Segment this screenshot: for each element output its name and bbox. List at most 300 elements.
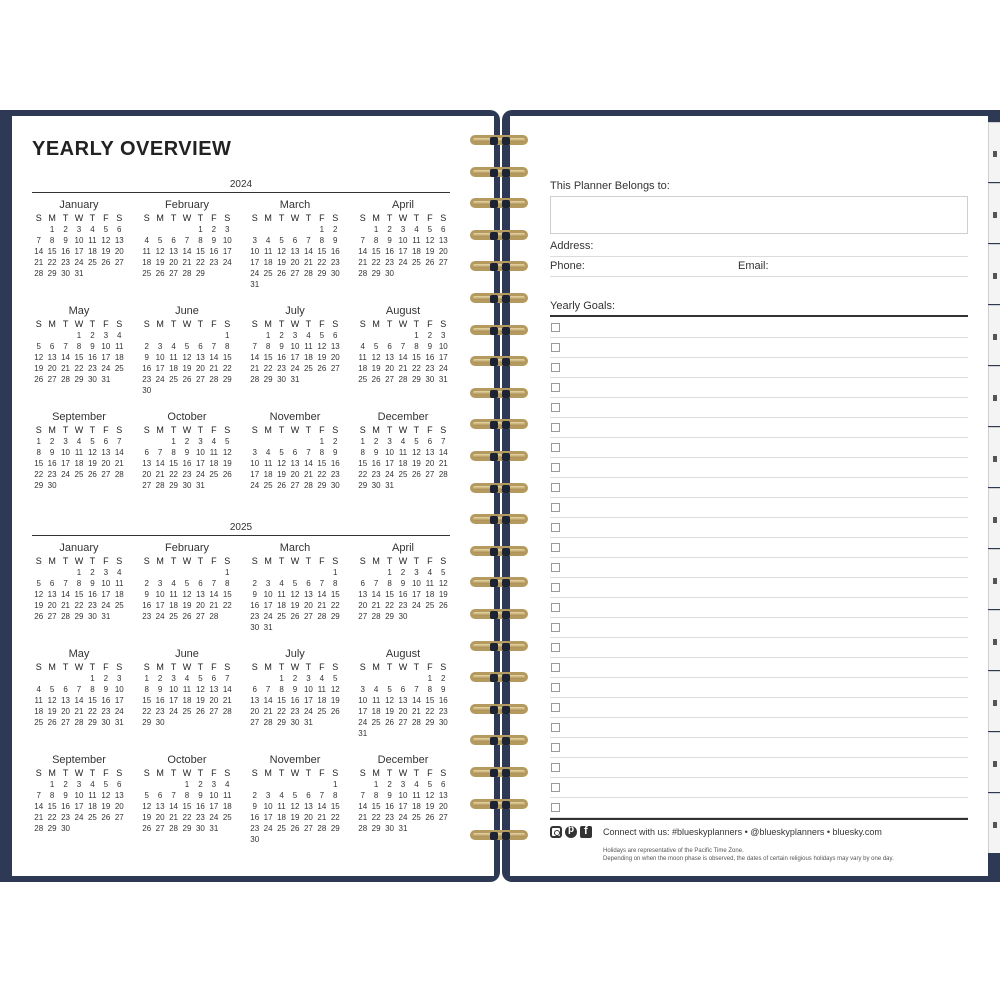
day-number: 17 [303, 696, 313, 705]
day-number: 9 [63, 236, 68, 245]
day-number [288, 279, 301, 290]
day-number: 17 [61, 459, 71, 468]
goal-checkbox[interactable] [551, 583, 560, 592]
weekday-letter: T [413, 662, 420, 672]
day-number: 24 [155, 375, 165, 384]
day-number: 22 [425, 707, 435, 716]
owner-name-field[interactable] [550, 196, 968, 234]
month-tab[interactable] [988, 183, 1000, 243]
day-number [248, 567, 261, 578]
day-number [153, 779, 166, 790]
day-number: 16 [155, 696, 165, 705]
day-number [396, 330, 409, 341]
weekday-header [356, 767, 450, 779]
day-number [423, 823, 436, 834]
day-number: 12 [385, 696, 395, 705]
day-number [396, 728, 409, 739]
day-number: 11 [412, 236, 421, 245]
day-number [32, 567, 45, 578]
month-name: March [279, 199, 311, 211]
day-number [275, 779, 288, 790]
day-number: 30 [195, 824, 205, 833]
day-number [167, 567, 180, 578]
month-calendar [248, 303, 342, 403]
goal-checkbox[interactable] [551, 803, 560, 812]
day-number: 10 [303, 685, 313, 694]
day-number: 30 [101, 718, 111, 727]
goal-row[interactable] [550, 318, 968, 338]
day-number: 14 [169, 802, 179, 811]
goal-checkbox[interactable] [551, 523, 560, 532]
day-number: 6 [117, 780, 122, 789]
day-number: 14 [398, 353, 408, 362]
weekday-letter: W [182, 425, 192, 435]
weekday-letter: T [386, 425, 393, 435]
goal-checkbox[interactable] [551, 503, 560, 512]
day-number: 9 [441, 685, 446, 694]
day-number [72, 823, 85, 834]
month-name: December [377, 754, 429, 766]
day-number [221, 480, 234, 491]
day-number: 24 [222, 258, 232, 267]
goal-checkbox[interactable] [551, 783, 560, 792]
day-number: 19 [385, 707, 395, 716]
day-number [167, 779, 180, 790]
goal-row[interactable] [550, 338, 968, 358]
day-number: 13 [195, 590, 205, 599]
day-number: 8 [49, 236, 55, 245]
day-number [275, 567, 288, 578]
week-row [140, 469, 234, 480]
weekday-letter: T [278, 319, 285, 329]
day-number: 11 [304, 342, 313, 351]
day-number: 13 [47, 353, 57, 362]
day-number: 12 [277, 247, 287, 256]
goal-row[interactable] [550, 618, 968, 638]
weekday-letter: F [427, 319, 433, 329]
day-number [261, 567, 274, 578]
day-number: 25 [87, 813, 97, 822]
day-number: 27 [114, 258, 124, 267]
day-number: 31 [303, 718, 313, 727]
weekday-letter: S [332, 319, 339, 329]
address-line[interactable] [550, 256, 968, 257]
day-number [329, 622, 342, 633]
month-name: June [175, 648, 199, 660]
week-row [32, 268, 126, 279]
day-number: 25 [74, 470, 84, 479]
week-row [140, 363, 234, 374]
day-number: 7 [441, 437, 446, 446]
day-number [194, 330, 207, 341]
week-row [248, 834, 342, 845]
day-number: 20 [114, 247, 124, 256]
weekday-letter: M [156, 768, 164, 778]
month-tab[interactable] [988, 366, 1000, 426]
week-row [356, 779, 450, 790]
day-number [261, 834, 274, 845]
week-row [248, 279, 342, 290]
week-row [248, 341, 342, 352]
day-number [113, 374, 126, 385]
day-number [153, 436, 166, 447]
day-number: 29 [169, 481, 179, 490]
weekday-letter: F [427, 768, 433, 778]
day-number: 24 [385, 470, 395, 479]
day-number: 14 [317, 590, 327, 599]
day-number: 28 [114, 470, 124, 479]
day-number: 17 [114, 696, 124, 705]
day-number: 29 [34, 481, 44, 490]
month-tab[interactable] [988, 671, 1000, 731]
day-number: 6 [144, 448, 149, 457]
day-number: 2 [144, 342, 149, 351]
day-number: 11 [277, 802, 286, 811]
day-number: 30 [182, 481, 192, 490]
weekday-letter: W [290, 556, 300, 566]
day-number: 20 [358, 601, 368, 610]
day-number: 19 [87, 459, 97, 468]
month-calendar [32, 646, 126, 746]
day-number: 24 [263, 824, 273, 833]
goal-checkbox[interactable] [551, 463, 560, 472]
weekday-letter: S [359, 213, 366, 223]
weekday-header [140, 212, 234, 224]
day-number: 25 [303, 364, 313, 373]
day-number [261, 436, 274, 447]
weekday-letter: S [35, 768, 42, 778]
day-number: 23 [250, 612, 260, 621]
week-row [248, 622, 342, 633]
day-number: 27 [250, 718, 260, 727]
weekday-header [356, 212, 450, 224]
day-number: 26 [425, 813, 435, 822]
month-tab[interactable] [988, 732, 1000, 792]
day-number: 10 [114, 685, 124, 694]
goal-row[interactable] [550, 558, 968, 578]
instagram-icon [550, 826, 562, 838]
goal-checkbox[interactable] [551, 363, 560, 372]
day-number: 19 [34, 364, 44, 373]
day-number: 6 [63, 685, 68, 694]
day-number: 30 [87, 375, 97, 384]
day-number: 12 [101, 791, 111, 800]
week-row [140, 717, 234, 728]
day-number: 8 [225, 579, 230, 588]
day-number: 5 [387, 685, 392, 694]
day-number: 16 [250, 813, 260, 822]
goal-checkbox[interactable] [551, 743, 560, 752]
weekday-header [32, 424, 126, 436]
goal-checkbox[interactable] [551, 443, 560, 452]
day-number [180, 567, 193, 578]
weekday-letter: T [197, 213, 204, 223]
goal-checkbox[interactable] [551, 643, 560, 652]
day-number: 20 [250, 707, 260, 716]
day-number: 21 [263, 707, 273, 716]
month-tab[interactable] [988, 244, 1000, 304]
goal-checkbox[interactable] [551, 603, 560, 612]
goal-row[interactable] [550, 518, 968, 538]
day-number: 9 [292, 685, 298, 694]
weekday-letter: S [332, 213, 339, 223]
goal-checkbox[interactable] [551, 423, 560, 432]
week-row [356, 812, 450, 823]
weekday-letter: M [264, 768, 272, 778]
month-tab[interactable] [988, 122, 1000, 182]
day-number [275, 834, 288, 845]
month-tab[interactable] [988, 488, 1000, 548]
week-row [248, 257, 342, 268]
day-number: 30 [290, 718, 300, 727]
goal-checkbox[interactable] [551, 343, 560, 352]
weekday-letter: F [211, 425, 217, 435]
day-number: 24 [398, 813, 408, 822]
goal-row[interactable] [550, 498, 968, 518]
goal-row[interactable] [550, 758, 968, 778]
day-number: 2 [211, 225, 217, 234]
day-number [32, 673, 45, 684]
weekday-header [140, 767, 234, 779]
day-number: 15 [411, 353, 421, 362]
weekday-header [248, 212, 342, 224]
day-number: 21 [438, 459, 448, 468]
month-tabs [988, 122, 1000, 862]
day-number: 15 [263, 353, 273, 362]
goal-row[interactable] [550, 538, 968, 558]
day-number: 27 [330, 364, 340, 373]
weekday-letter: T [197, 768, 204, 778]
weekday-header [356, 318, 450, 330]
goal-checkbox[interactable] [551, 383, 560, 392]
goal-checkbox[interactable] [551, 563, 560, 572]
day-number: 11 [317, 685, 326, 694]
day-number [153, 567, 166, 578]
day-number: 10 [263, 590, 273, 599]
day-number: 16 [142, 601, 152, 610]
day-number: 1 [76, 568, 82, 577]
day-number: 4 [279, 791, 284, 800]
day-number: 15 [87, 696, 97, 705]
week-row [32, 695, 126, 706]
goal-row[interactable] [550, 658, 968, 678]
day-number: 24 [74, 258, 84, 267]
day-number: 17 [74, 802, 84, 811]
day-number [167, 385, 180, 396]
month-tab[interactable] [988, 549, 1000, 609]
goal-row[interactable] [550, 718, 968, 738]
day-number: 14 [438, 448, 448, 457]
day-number: 31 [74, 269, 84, 278]
day-number: 6 [198, 342, 203, 351]
weekday-header [248, 767, 342, 779]
day-number: 22 [277, 707, 287, 716]
day-number: 20 [330, 353, 340, 362]
month-tab[interactable] [988, 427, 1000, 487]
day-number: 7 [306, 236, 311, 245]
day-number: 20 [425, 459, 435, 468]
day-number: 10 [101, 342, 111, 351]
day-number: 11 [425, 579, 434, 588]
weekday-letter: W [290, 319, 300, 329]
day-number [261, 673, 274, 684]
day-number: 27 [398, 718, 408, 727]
spiral-coil [468, 197, 532, 211]
day-number: 10 [250, 459, 260, 468]
day-number: 23 [330, 470, 340, 479]
day-number: 7 [157, 448, 163, 457]
day-number: 17 [411, 590, 421, 599]
weekday-letter: T [305, 319, 312, 329]
weekday-letter: M [264, 213, 272, 223]
day-number: 25 [169, 375, 179, 384]
day-number: 26 [438, 601, 448, 610]
day-number: 2 [144, 579, 149, 588]
day-number: 22 [47, 813, 57, 822]
day-number: 28 [34, 824, 44, 833]
day-number: 21 [371, 601, 381, 610]
goal-checkbox[interactable] [551, 543, 560, 552]
day-number: 26 [317, 364, 327, 373]
month-name: December [377, 411, 429, 423]
goal-row[interactable] [550, 378, 968, 398]
weekday-letter: S [332, 425, 339, 435]
goal-checkbox[interactable] [551, 663, 560, 672]
weekday-letter: M [156, 319, 164, 329]
weekday-letter: W [398, 319, 408, 329]
week-row [356, 341, 450, 352]
weekday-letter: S [116, 213, 123, 223]
goal-row[interactable] [550, 478, 968, 498]
day-number: 11 [142, 247, 151, 256]
day-number: 6 [292, 236, 298, 245]
day-number: 23 [61, 258, 71, 267]
day-number: 15 [34, 459, 44, 468]
goal-checkbox[interactable] [551, 403, 560, 412]
goal-row[interactable] [550, 598, 968, 618]
day-number: 13 [250, 696, 260, 705]
day-number: 31 [209, 824, 219, 833]
goal-checkbox[interactable] [551, 623, 560, 632]
day-number [32, 224, 45, 235]
month-tab[interactable] [988, 305, 1000, 365]
day-number: 23 [101, 707, 111, 716]
goal-row[interactable] [550, 798, 968, 818]
week-row [32, 436, 126, 447]
day-number: 13 [398, 696, 408, 705]
day-number: 26 [182, 375, 192, 384]
weekday-letter: T [197, 662, 204, 672]
day-number: 15 [317, 459, 327, 468]
yearly-goals-label: Yearly Goals: [550, 300, 616, 312]
goal-checkbox[interactable] [551, 723, 560, 732]
day-number: 20 [438, 247, 448, 256]
goal-checkbox[interactable] [551, 323, 560, 332]
goal-row[interactable] [550, 418, 968, 438]
day-number [113, 611, 126, 622]
weekday-letter: T [278, 213, 285, 223]
goal-checkbox[interactable] [551, 763, 560, 772]
goal-row[interactable] [550, 638, 968, 658]
day-number: 3 [76, 780, 82, 789]
weekday-letter: S [359, 768, 366, 778]
goals-divider [550, 315, 968, 317]
week-row [32, 458, 126, 469]
day-number: 5 [373, 342, 379, 351]
day-number: 15 [371, 247, 381, 256]
spiral-coil [468, 292, 532, 306]
goal-row[interactable] [550, 358, 968, 378]
goal-row[interactable] [550, 438, 968, 458]
day-number: 17 [155, 601, 165, 610]
goal-row[interactable] [550, 698, 968, 718]
weekday-letter: M [264, 556, 272, 566]
goal-checkbox[interactable] [551, 683, 560, 692]
day-number: 8 [319, 236, 325, 245]
goal-row[interactable] [550, 678, 968, 698]
month-tab[interactable] [988, 610, 1000, 670]
day-number: 7 [252, 342, 257, 351]
day-number [302, 374, 315, 385]
weekday-letter: W [290, 213, 300, 223]
day-number: 26 [101, 258, 111, 267]
week-row [356, 458, 450, 469]
day-number: 6 [441, 780, 446, 789]
day-number: 5 [49, 685, 55, 694]
day-number: 12 [290, 590, 300, 599]
month-tab[interactable] [988, 793, 1000, 853]
goal-row[interactable] [550, 398, 968, 418]
day-number: 29 [371, 824, 381, 833]
year-divider [32, 535, 450, 536]
day-number: 1 [184, 780, 190, 789]
day-number [221, 385, 234, 396]
goal-row[interactable] [550, 578, 968, 598]
week-row [32, 801, 126, 812]
day-number: 19 [411, 459, 421, 468]
weekday-letter: S [35, 319, 42, 329]
weekday-header [140, 661, 234, 673]
day-number: 16 [195, 802, 205, 811]
spiral-coil [468, 734, 532, 748]
day-number: 30 [250, 623, 260, 632]
day-number: 13 [142, 459, 152, 468]
month-name: March [279, 542, 311, 554]
weekday-letter: T [89, 662, 96, 672]
day-number: 1 [360, 437, 365, 446]
day-number: 20 [155, 813, 165, 822]
day-number: 23 [438, 707, 448, 716]
phone-email-line[interactable] [550, 276, 968, 277]
week-row [32, 600, 126, 611]
day-number: 9 [144, 353, 149, 362]
day-number: 12 [371, 353, 381, 362]
day-number: 4 [265, 236, 271, 245]
goal-row[interactable] [550, 738, 968, 758]
goal-checkbox[interactable] [551, 483, 560, 492]
day-number [369, 728, 382, 739]
goal-row[interactable] [550, 778, 968, 798]
day-number: 28 [398, 375, 408, 384]
spiral-binding [468, 134, 534, 864]
week-row [356, 447, 450, 458]
goal-row[interactable] [550, 458, 968, 478]
day-number: 17 [169, 696, 179, 705]
day-number [396, 673, 409, 684]
goal-checkbox[interactable] [551, 703, 560, 712]
week-row [356, 469, 450, 480]
day-number [302, 779, 315, 790]
